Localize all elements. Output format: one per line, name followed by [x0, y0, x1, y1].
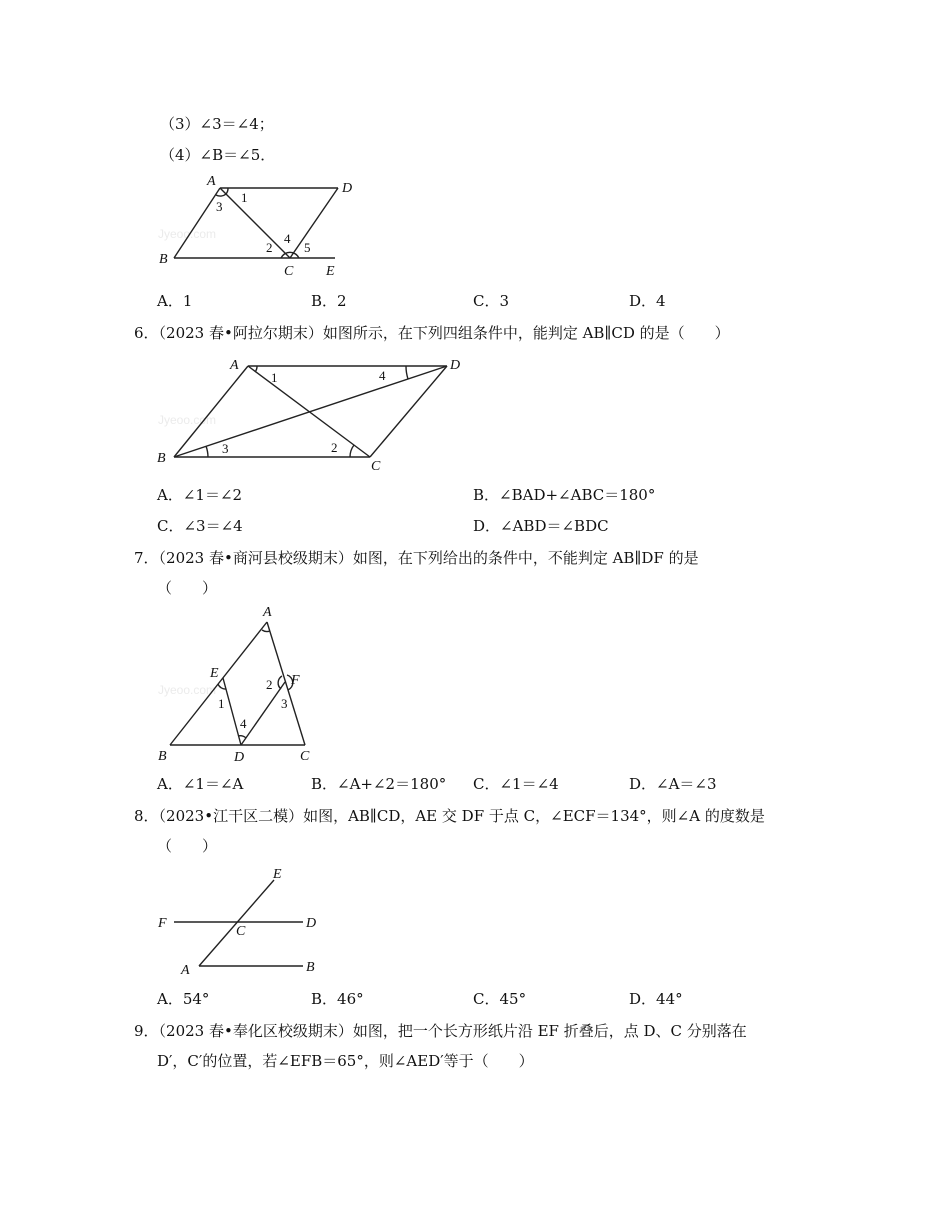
angle-arc-3: [206, 446, 208, 457]
angle-arc-4: [406, 366, 408, 379]
watermark: Jyeoo.com: [158, 413, 217, 427]
figure-prev: [150, 170, 353, 285]
label-c: C: [236, 924, 246, 939]
label-4: 4: [379, 368, 386, 383]
label-1: 1: [218, 696, 225, 711]
q7-option-d[interactable]: D．∠A＝∠3: [629, 775, 717, 793]
line-ab: [174, 366, 248, 457]
angle-arc-1: [255, 366, 257, 372]
watermark: Jyeoo.com: [158, 227, 217, 241]
line-dc: [290, 188, 338, 258]
q6-option-c[interactable]: C．∠3＝∠4: [157, 517, 243, 535]
prev-option-d[interactable]: D．4: [629, 292, 666, 310]
prev-option-b[interactable]: B．2: [311, 292, 347, 310]
angle-arc-3: [216, 194, 226, 196]
label-d: D: [306, 916, 317, 931]
label-a: A: [181, 963, 190, 978]
angle-arc-2: [350, 445, 354, 457]
line-df: [241, 682, 285, 745]
q8-paren: （ ）: [157, 837, 218, 855]
q9-text-line2: D′，C′的位置，若∠EFB＝65°，则∠AED′等于（ ）: [157, 1052, 534, 1070]
q8-option-c[interactable]: C．45°: [473, 990, 527, 1008]
q6-option-a[interactable]: A．∠1＝∠2: [157, 486, 243, 504]
line-ed: [223, 678, 241, 745]
q6-text: 6．（2023 春•阿拉尔期末）如图所示，在下列四组条件中，能判定 AB∥CD 的是（ ）: [134, 324, 730, 342]
label-d: D: [234, 750, 245, 765]
label-b: B: [306, 960, 315, 975]
angle-arc-a: [262, 630, 270, 632]
q7-option-c[interactable]: C．∠1＝∠4: [473, 775, 559, 793]
label-b: B: [157, 451, 166, 466]
figure-q6: [150, 350, 470, 475]
q6-option-b[interactable]: B．∠BAD+∠ABC＝180°: [473, 486, 656, 504]
label-b: B: [158, 749, 167, 764]
figure-q8: [150, 860, 340, 980]
q7-option-b[interactable]: B．∠A+∠2＝180°: [311, 775, 447, 793]
q9-text-line1: 9．（2023 春•奉化区校级期末）如图，把一个长方形纸片沿 EF 折叠后，点 D、C 分别落在: [134, 1022, 747, 1040]
line-ac: [220, 188, 290, 258]
watermark: Jyeoo.com: [158, 683, 217, 697]
label-1: 1: [241, 190, 248, 205]
q8-option-d[interactable]: D．44°: [629, 990, 683, 1008]
line-bd: [174, 366, 447, 457]
q8-text: 8．（2023•江干区二模）如图，AB∥CD，AE 交 DF 于点 C，∠ECF＝134°，则∠A 的度数是: [134, 807, 765, 825]
label-b: B: [159, 252, 168, 267]
label-3: 3: [222, 441, 229, 456]
q7-text: 7．（2023 春•商河县校级期末）如图，在下列给出的条件中，不能判定 AB∥DF 的是: [134, 549, 699, 567]
line-ae: [199, 880, 274, 966]
label-e: E: [273, 867, 282, 882]
label-f: F: [291, 673, 300, 688]
label-c: C: [284, 264, 294, 279]
q7-option-a[interactable]: A．∠1＝∠A: [157, 775, 244, 793]
label-2: 2: [266, 240, 273, 255]
label-e: E: [210, 666, 219, 681]
label-a: A: [207, 174, 216, 189]
label-e: E: [326, 264, 335, 279]
figure-q7: [150, 600, 330, 770]
label-3: 3: [216, 199, 223, 214]
q6-option-d[interactable]: D．∠ABD＝∠BDC: [473, 517, 609, 535]
condition-4: （4）∠B＝∠5．: [160, 146, 276, 164]
label-f: F: [158, 916, 167, 931]
label-3: 3: [281, 696, 288, 711]
label-d: D: [342, 181, 353, 196]
label-a: A: [230, 358, 239, 373]
angle-arc-1: [226, 188, 228, 194]
label-c: C: [300, 749, 310, 764]
label-5: 5: [304, 240, 311, 255]
q8-option-b[interactable]: B．46°: [311, 990, 364, 1008]
label-d: D: [450, 358, 461, 373]
label-c: C: [371, 459, 381, 474]
label-4: 4: [284, 231, 291, 246]
label-4: 4: [240, 716, 247, 731]
line-ab: [174, 188, 220, 258]
label-1: 1: [271, 370, 278, 385]
prev-option-a[interactable]: A．1: [157, 292, 193, 310]
label-2: 2: [331, 440, 338, 455]
q7-paren: （ ）: [157, 579, 218, 597]
label-2: 2: [266, 677, 273, 692]
q8-option-a[interactable]: A．54°: [157, 990, 210, 1008]
condition-3: （3）∠3＝∠4；: [160, 115, 274, 133]
prev-option-c[interactable]: C．3: [473, 292, 510, 310]
label-a: A: [263, 605, 272, 620]
